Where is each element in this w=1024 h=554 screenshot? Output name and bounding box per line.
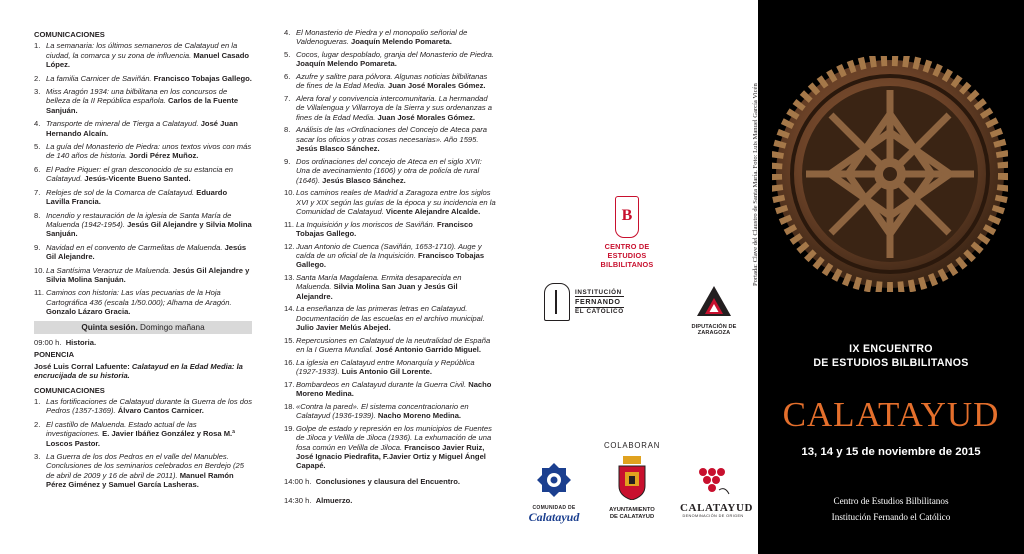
item-author: Joaquín Melendo Pomareta. [296, 59, 397, 69]
item-author: Vicente Alejandre Alcalde. [385, 207, 481, 217]
item-number: 14. [284, 304, 295, 314]
item-author: Francisco Tobajas Gallego. [296, 219, 473, 239]
list-item [284, 220, 496, 239]
session-when: Domingo mañana [140, 322, 205, 332]
item-author: Francisco Tobajas Gallego. [153, 73, 252, 83]
ponencia-author: José Luis Corral Lafuente: [34, 361, 130, 371]
ponencia-title: Calatayud en la Edad Media: la encrucijada de su historia. [34, 361, 243, 381]
item-number: 10. [284, 188, 295, 198]
city-title: CALATAYUD [782, 395, 1000, 434]
session-label: Quinta sesión. [81, 322, 138, 332]
item-author: Jesús Blasco Sánchez. [322, 175, 406, 185]
item-title: La familia Carnicer de Saviñán. [46, 73, 154, 83]
item-title: El Padre Piquer: el gran desconocido de su estancia en Calatayud. [46, 164, 234, 184]
dpz-triangle-icon [697, 286, 731, 316]
item-number: 11. [284, 219, 294, 229]
schedule-label: Conclusiones y clausura del Encuentro. [315, 476, 461, 486]
schedule-label: Almuerzo. [315, 496, 353, 506]
cloister-keystone-image [772, 56, 1008, 292]
photo-credit-text: Portada: Clave del Claustro de Santa María. Foto: Luis Manuel García Vicén [752, 83, 759, 286]
item-author: Manuel Casado López. [46, 50, 250, 70]
session-time: 09:00 h. [34, 337, 62, 347]
photo-credit [742, 32, 759, 292]
item-number: 9. [284, 156, 291, 166]
comunidad-calatayud-logo [524, 460, 584, 523]
item-number: 4. [284, 28, 291, 37]
list-item [34, 397, 252, 416]
item-title: Bombardeos en Calatayud durante la Guerra Civil. [296, 379, 469, 389]
cebb-line: BILBILITANOS [600, 260, 654, 269]
list-item [34, 41, 252, 69]
item-author: Julio Javier Melús Abejed. [296, 323, 391, 333]
item-author: Joaquín Melendo Pomareta. [351, 37, 452, 47]
item-title: La guía del Monasterio de Piedra: unos textos vivos con más de 140 años de historia. [46, 142, 252, 161]
dpz-logo [676, 286, 752, 336]
item-author: Luis Antonio Gil Lorente. [341, 367, 433, 377]
item-author: Juan José Morales Gómez. [377, 112, 475, 122]
item-number: 16. [284, 357, 295, 367]
item-author: Francisco Javier Ruiz, José Ignacio Piedrafita, F.Javier Ortiz y Miguel Ángel Capapé. [296, 442, 486, 471]
item-title: La Santísima Veracruz de Maluenda. [46, 265, 173, 275]
item-title: Golpe de estado y represión en los municipios de Fuentes de Jiloca y Velilla de Jiloca (1936). La exhumación de una fosa común en Velilla de Jiloca. [296, 423, 492, 452]
event-number: IX ENCUENTRO [849, 343, 933, 355]
list-item [284, 188, 496, 216]
item-title: El Monasterio de Piedra y el monopolio señorial de Valdenogueras. [296, 28, 468, 47]
cebb-line: CENTRO DE [604, 242, 650, 251]
list-item [284, 125, 496, 153]
item-author: José Juan Hernando Alcaín. [46, 119, 238, 138]
item-title: La iglesia en Calatayud entre Monarquía y República (1927-1933). [296, 357, 475, 377]
item-author: Nacho Moreno Medina. [296, 379, 492, 399]
item-number: 17. [284, 379, 295, 389]
item-number: 8. [34, 210, 41, 220]
session-title: Historia. [65, 337, 97, 347]
communications-list-continued [284, 28, 496, 471]
cover-panel [752, 0, 1024, 554]
do-sub: DENOMINACIÓN DE ORIGEN [682, 514, 744, 518]
sponsors-panel [500, 0, 758, 554]
list-item [284, 336, 496, 355]
item-title: Los caminos reales de Madrid a Zaragoza entre los siglos XVI y XIX según las guías de la época y su incidencia en la Comunidad de Calatayud. [296, 188, 496, 217]
ifc-bottom: EL CATÓLICO [575, 307, 624, 315]
ayto-line: AYUNTAMIENTO [609, 507, 655, 513]
item-title: Navidad en el convento de Carmelitas de Maluenda. [46, 242, 225, 252]
item-title: Azufre y salitre para pólvora. Algunas noticias bilbilitanas de fines de la Edad Media. [296, 72, 488, 91]
program-panel-left [0, 0, 262, 554]
item-number: 1. [34, 397, 41, 406]
ifc-logo [544, 283, 624, 321]
list-item [34, 119, 252, 138]
item-author: Carlos de la Fuente Sanjuán. [46, 96, 239, 115]
schedule-time: 14:00 h. [284, 476, 312, 486]
ponencia [34, 362, 252, 381]
event-dates: 13, 14 y 15 de noviembre de 2015 [801, 446, 981, 458]
item-title: La semanaria: los últimos semaneros de Calatayud en la ciudad, la comarca y su zona de influencia. [46, 41, 238, 60]
item-title: Transporte de mineral de Tierga a Calatayud. [46, 119, 201, 129]
item-title: Las fortificaciones de Calatayud durante la Guerra de los dos Pedros (1357-1369). [46, 397, 252, 416]
organizer-2: Institución Fernando el Católico [831, 512, 951, 522]
item-author: Jordi Pérez Muñoz. [129, 151, 199, 161]
item-number: 15. [284, 335, 295, 345]
list-item [34, 420, 252, 448]
schedule [284, 477, 496, 506]
star-emblem-icon [534, 460, 574, 500]
item-title: Caminos con historia: Las vías pecuarias de la Hoja Cartográfica 436 (escala 1/50.000); Alhama de Aragón. [46, 288, 232, 307]
item-number: 9. [34, 242, 41, 252]
list-item [284, 94, 496, 122]
ifc-mid: FERNANDO [575, 296, 624, 308]
item-title: Dos ordinaciones del concejo de Ateca en el siglo XVII: Una de avecinamiento (1606) y otra de policía de rural (1646). [296, 156, 482, 185]
event-name: DE ESTUDIOS BILBILITANOS [813, 357, 969, 369]
item-title: La Guerra de los dos Pedros en el valle del Manubles. Conclusiones de los seminarios celebrados en Berdejo (25 de abril de 2009 y 16 de abril de 2011). [46, 452, 244, 480]
ayuntamiento-logo [600, 456, 664, 521]
organizer-1: Centro de Estudios Bilbilitanos [833, 496, 949, 506]
cebb-line: ESTUDIOS [607, 251, 647, 260]
list-item [284, 304, 496, 332]
list-item [284, 28, 496, 47]
dpz-label: DIPUTACIÓN DE ZARAGOZA [691, 324, 737, 336]
list-item [284, 358, 496, 377]
item-number: 1. [34, 41, 41, 51]
item-number: 10. [34, 265, 45, 275]
item-number: 4. [34, 119, 41, 129]
list-item [34, 266, 252, 285]
list-item [34, 452, 252, 490]
list-item [34, 211, 252, 239]
session-time-line [34, 338, 252, 347]
item-number: 5. [34, 142, 41, 152]
item-number: 7. [284, 94, 291, 103]
item-title: Miss Aragón 1934: una bilbilitana en los concursos de belleza de la II República española. [46, 87, 228, 106]
item-author: Jesús-Vicente Bueno Santed. [84, 174, 191, 184]
grapes-icon [695, 464, 731, 498]
item-number: 18. [284, 401, 295, 411]
item-title: La enseñanza de las primeras letras en Calatayud. Documentación de las escuelas en el archivo municipal. [296, 304, 485, 323]
item-number: 12. [284, 241, 295, 251]
item-author: Gonzalo Lázaro Gracia. [46, 307, 131, 317]
schedule-item-closing [284, 477, 496, 486]
item-title: El castillo de Maluenda. Estado actual de las investigaciones. [46, 419, 197, 439]
item-author: Silvia Molina San Juan y Jesús Gil Alejandre. [296, 282, 458, 301]
cebb-shield-icon [615, 196, 639, 238]
ponencia-heading: PONENCIA [34, 350, 75, 360]
item-number: 8. [284, 125, 291, 135]
list-item [34, 188, 252, 207]
list-item [34, 142, 252, 161]
item-author: Manuel Ramón Pérez Giménez y Samuel García Lasheras. [46, 470, 234, 490]
list-item [284, 157, 496, 185]
item-title: Incendio y restauración de la iglesia de Santa María de Maluenda (1942-1954). [46, 210, 232, 229]
list-item [34, 87, 252, 115]
item-author: E. Javier Ibáñez González y Rosa M.ª Loscos Pastor. [46, 429, 235, 448]
item-author: Juan José Morales Gómez. [388, 81, 486, 91]
list-item [284, 402, 496, 421]
list-item [34, 74, 252, 83]
item-number: 5. [284, 50, 291, 59]
list-item [34, 165, 252, 184]
list-item [284, 380, 496, 399]
item-author: Jesús Gil Alejandre y Silvia Molina Sanjuán. [46, 265, 250, 284]
item-title: Cocos, lugar despoblado, granja del Monasterio de Piedra. [296, 50, 494, 59]
item-number: 3. [34, 452, 41, 462]
item-number: 7. [34, 187, 41, 197]
event-heading [758, 342, 1024, 370]
item-author: Francisco Tobajas Gallego. [296, 251, 485, 270]
item-author: Jesús Gil Alejandre. [46, 242, 247, 262]
ifc-top: INSTITUCIÓN [575, 288, 622, 296]
item-title: «Contra la pared». El sistema concentracionario en Calatayud (1936-1939). [296, 401, 469, 421]
item-title: Relojes de sol de la Comarca de Calatayud. [46, 187, 197, 197]
city-coat-of-arms-icon [617, 456, 647, 500]
item-number: 2. [34, 73, 41, 83]
item-author: Álvaro Cantos Carnicer. [117, 406, 204, 416]
program-panel-middle [262, 0, 500, 554]
item-number: 19. [284, 423, 295, 433]
list-item [284, 273, 496, 301]
section-heading: COMUNICACIONES [34, 30, 105, 39]
cebb-letter: B [621, 207, 633, 224]
session-bar [34, 321, 252, 334]
item-author: Eduardo Lavilla Francia. [46, 187, 228, 207]
item-title: Santa María Magdalena. Ermita desaparecida en Maluenda. [296, 273, 462, 292]
item-author: Nacho Moreno Medina. [377, 411, 462, 421]
item-number: 6. [34, 164, 41, 174]
cebb-logo [592, 196, 662, 269]
item-author: José Antonio Garrido Miguel. [375, 345, 481, 355]
organizers [758, 493, 1024, 525]
item-number: 13. [284, 273, 295, 283]
item-author: Jesús Blasco Sánchez. [296, 144, 380, 154]
item-number: 11. [34, 288, 44, 298]
list-item [34, 243, 252, 262]
list-item [284, 50, 496, 69]
ayto-line: DE CALATAYUD [609, 514, 655, 520]
schedule-item-lunch [284, 496, 496, 505]
communications-list [34, 41, 252, 316]
list-item [284, 424, 496, 471]
list-item [34, 288, 252, 316]
item-number: 6. [284, 72, 291, 81]
communications-list-2 [34, 397, 252, 490]
list-item [284, 72, 496, 91]
item-number: 2. [34, 419, 41, 429]
schedule-time: 14:30 h. [284, 496, 312, 506]
item-title: Repercusiones en Calatayud de la neutralidad de España en la I Guerra Mundial. [296, 335, 491, 355]
item-title: Análisis de las «Ordinaciones del Concejo de Ateca para sacar los oficios y otras cosas necesarias». Año 1595. [296, 125, 487, 144]
item-author: Jesús Gil Alejandre y Silvia Molina Sanjuán. [46, 219, 252, 239]
item-title: Alera foral y convivencia intercomunitaria. La hermandad de Villalengua y Villarroya de la Sierra y sus ordenanzas a fines de la Edad Media. [296, 94, 493, 122]
item-number: 3. [34, 87, 41, 97]
colaboran-heading: COLABORAN [604, 441, 661, 450]
cc-label: COMUNIDAD DE [532, 505, 576, 511]
cc-name: Calatayud [528, 510, 580, 524]
do-name: CALATAYUD [680, 502, 754, 514]
list-item [284, 242, 496, 270]
ifc-emblem-icon [544, 283, 570, 321]
section-heading-2: COMUNICACIONES [34, 385, 105, 395]
item-title: Juan Antonio de Cuenca (Saviñán, 1653-1710). Auge y caída de un oficial de la Inquisición. [296, 241, 482, 261]
item-title: La Inquisición y los moriscos de Saviñán. [296, 219, 437, 229]
do-calatayud-logo [680, 464, 754, 518]
